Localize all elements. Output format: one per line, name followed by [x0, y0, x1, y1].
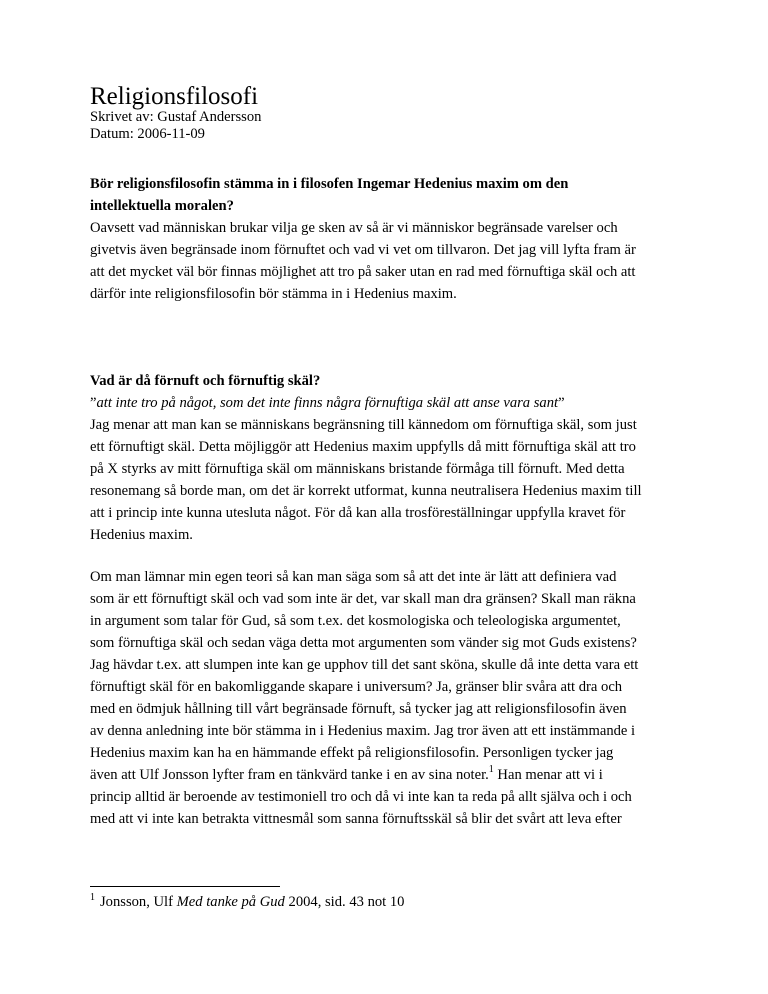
footnote-book-title: Med tanke på Gud [176, 894, 285, 910]
paragraph-line: Oavsett vad människan brukar vilja ge sken av så är vi människor begränsade varelser och [90, 220, 618, 236]
paragraph-line: Jag hävdar t.ex. att slumpen inte kan ge upphov till det sant sköna, skulle då inte detta vara ett [90, 657, 639, 673]
paragraph-line: in argument som talar för Gud, så som t.ex. det kosmologiska och teleologiska argumentet, [90, 613, 621, 629]
author-line: Skrivet av: Gustaf Andersson [90, 109, 262, 125]
document-title: Religionsfilosofi [90, 83, 259, 110]
line-text: Han menar att vi i [493, 767, 603, 783]
paragraph-line: på X styrks av mitt förnuftiga skäl om människans bristande förmåga till förnuft. Med detta [90, 461, 625, 477]
paragraph-line: ett förnuftigt skäl. Detta möjliggör att Hedenius maxim uppfylls då mitt förnuftiga skäl att tro [90, 439, 636, 455]
paragraph-line: resonemang så borde man, om det är korrekt utformat, kunna neutralisera Hedenius maxim till [90, 483, 642, 499]
paragraph-line: förnuftigt skäl för en bakomliggande skapare i universum? Ja, gränser blir svåra att dra och [90, 679, 623, 695]
paragraph-line: med att vi inte kan betrakta vittnesmål som sanna förnuftsskäl så blir det svårt att leva efter [90, 811, 622, 827]
paragraph-line: princip alltid är beroende av testimoniell tro och då vi inte kan ta reda på allt själva och i och [90, 789, 632, 805]
section2-heading: Vad är då förnuft och förnuftig skäl? [90, 373, 321, 389]
footnote-author: Jonsson, Ulf [100, 894, 173, 910]
paragraph-line: Om man lämnar min egen teori så kan man säga som så att det inte är lätt att definiera vad [90, 569, 617, 585]
maxim-quote [90, 392, 690, 414]
paragraph-line: givetvis även begränsade inom förnuftet och vad vi vet om tillvaron. Det jag vill lyfta fram är [90, 242, 636, 258]
paragraph-line: som förnuftiga skäl och sedan väga detta mot argumenten som vänder sig mot Guds existens? [90, 635, 637, 651]
date-line: Datum: 2006-11-09 [90, 126, 205, 142]
paragraph-line: att det mycket väl bör finnas möjlighet att tro på saker utan en rad med förnuftiga skäl och att [90, 264, 636, 280]
paragraph-line: med en ödmjuk hållning till vårt begränsade förnuft, så tycker jag att religionsfilosofin även [90, 701, 627, 717]
section1 [90, 173, 690, 305]
footnote [90, 893, 404, 911]
paragraph-line: därför inte religionsfilosofin bör stämma in i Hedenius maxim. [90, 286, 457, 302]
paragraph-line: Jag menar att man kan se människans begränsning till kännedom om förnuftiga skäl, som just [90, 417, 637, 433]
section1-heading-line1: Bör religionsfilosofin stämma in i filosofen Ingemar Hedenius maxim om den [90, 176, 569, 192]
paragraph-line: Hedenius maxim kan ha en hämmande effekt på religionsfilosofin. Personligen tycker jag [90, 745, 614, 761]
footnote-details: 2004, sid. 43 not 10 [288, 894, 405, 910]
paragraph-line: att i princip inte kunna utesluta något. För då kan alla trosföreställningar uppfylla kravet för [90, 505, 626, 521]
line-text: även att Ulf Jonsson lyfter fram en tänkvärd tanke i en av sina noter. [90, 767, 489, 783]
paragraph-line-with-footnote [90, 764, 690, 786]
paragraph-line: av denna anledning inte bör stämma in i Hedenius maxim. Jag tror även att ett instämmande i [90, 723, 636, 739]
quote-text: att inte tro på något, som det inte finns några förnuftiga skäl att anse vara sant [96, 395, 559, 411]
paragraph-line: som är ett förnuftigt skäl och vad som inte är det, var skall man dra gränsen? Skall man räkna [90, 591, 636, 607]
section3 [90, 566, 690, 830]
footnote-reference[interactable]: 1 [488, 764, 494, 776]
footnote-separator [90, 886, 280, 887]
paragraph-line: Hedenius maxim. [90, 527, 193, 543]
quote-close-mark: ” [558, 395, 565, 411]
section1-heading-line2: intellektuella moralen? [90, 198, 234, 214]
section2 [90, 370, 690, 546]
footnote-number: 1 [90, 892, 95, 904]
quote-open-mark: ” [90, 395, 97, 411]
